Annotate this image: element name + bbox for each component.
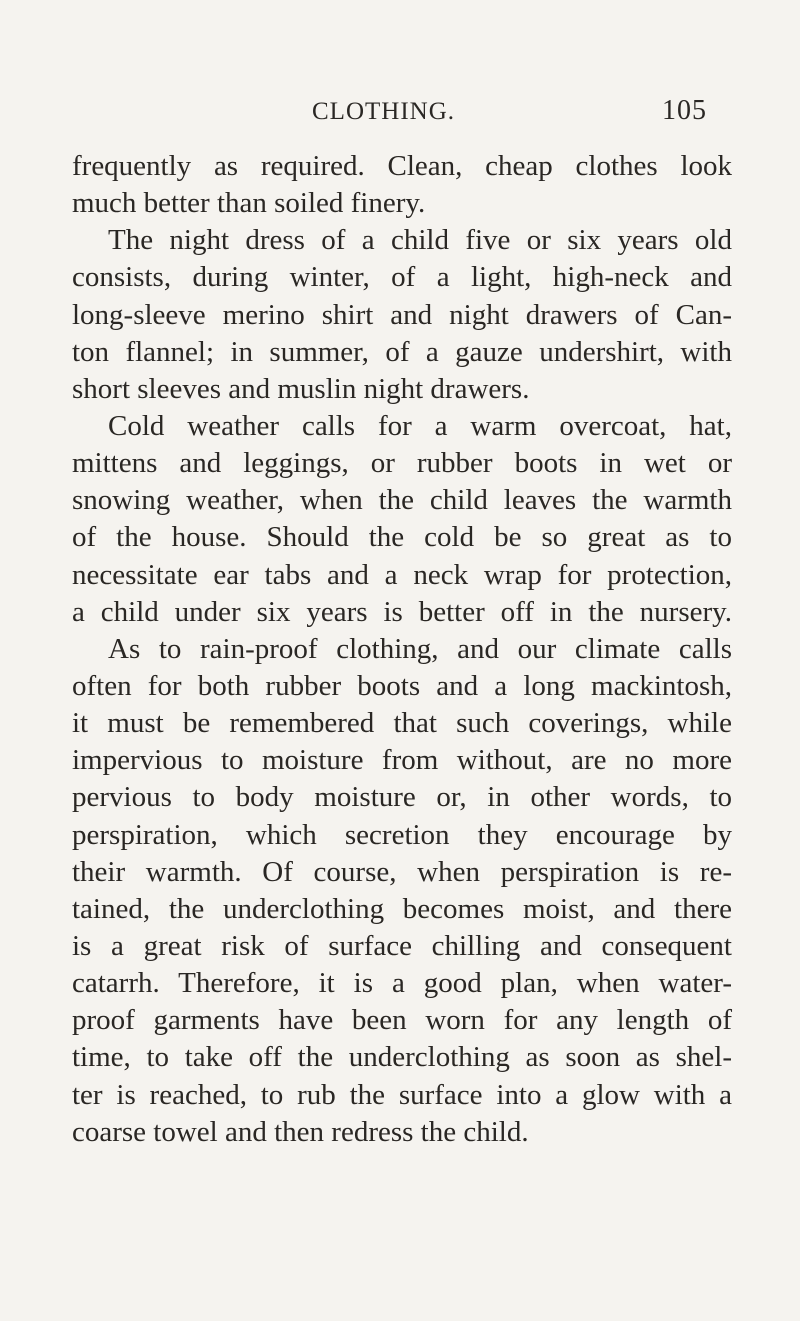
text-line: a child under six years is better off in the nursery. (72, 595, 732, 628)
text-line: ter is reached, to rub the surface into a glow with a (72, 1078, 732, 1111)
text-line: perspiration, which secretion they encourage by (72, 818, 732, 851)
text-line: consists, during winter, of a light, high-neck and (72, 261, 732, 294)
text-line: is a great risk of surface chilling and consequent (72, 929, 732, 962)
running-title: CLOTHING. (312, 98, 456, 125)
text-line: As to rain-proof clothing, and our climate calls (108, 632, 732, 665)
text-line: long-sleeve merino shirt and night drawers of Can- (72, 298, 732, 331)
text-line: Cold weather calls for a warm overcoat, hat, (108, 409, 732, 442)
text-line: ton flannel; in summer, of a gauze undershirt, with (72, 335, 732, 368)
running-head (0, 95, 800, 138)
text-line: coarse towel and then redress the child. (72, 1115, 529, 1148)
text-line: their warmth. Of course, when perspiration is re- (72, 855, 732, 888)
text-line: catarrh. Therefore, it is a good plan, when water- (72, 967, 732, 1000)
text-line: The night dress of a child five or six years old (108, 224, 732, 257)
page-number: 105 (662, 95, 707, 126)
body-text (72, 148, 732, 1151)
text-line: often for both rubber boots and a long mackintosh, (72, 669, 732, 702)
text-line: it must be remembered that such coverings, while (72, 707, 732, 740)
text-line: much better than soiled finery. (72, 187, 426, 220)
text-line: of the house. Should the cold be so great as to (72, 521, 732, 554)
text-line: proof garments have been worn for any length of (72, 1004, 732, 1037)
text-line: short sleeves and muslin night drawers. (72, 372, 530, 405)
text-line: tained, the underclothing becomes moist, and there (72, 892, 732, 925)
text-line: time, to take off the underclothing as soon as shel- (72, 1041, 732, 1074)
text-line: pervious to body moisture or, in other words, to (72, 781, 732, 814)
text-line: frequently as required. Clean, cheap clothes look (72, 150, 732, 182)
text-line: necessitate ear tabs and a neck wrap for protection, (72, 558, 732, 591)
text-line: impervious to moisture from without, are no more (72, 744, 732, 777)
text-line: mittens and leggings, or rubber boots in wet or (72, 447, 732, 480)
text-line: snowing weather, when the child leaves the warmth (72, 484, 732, 517)
